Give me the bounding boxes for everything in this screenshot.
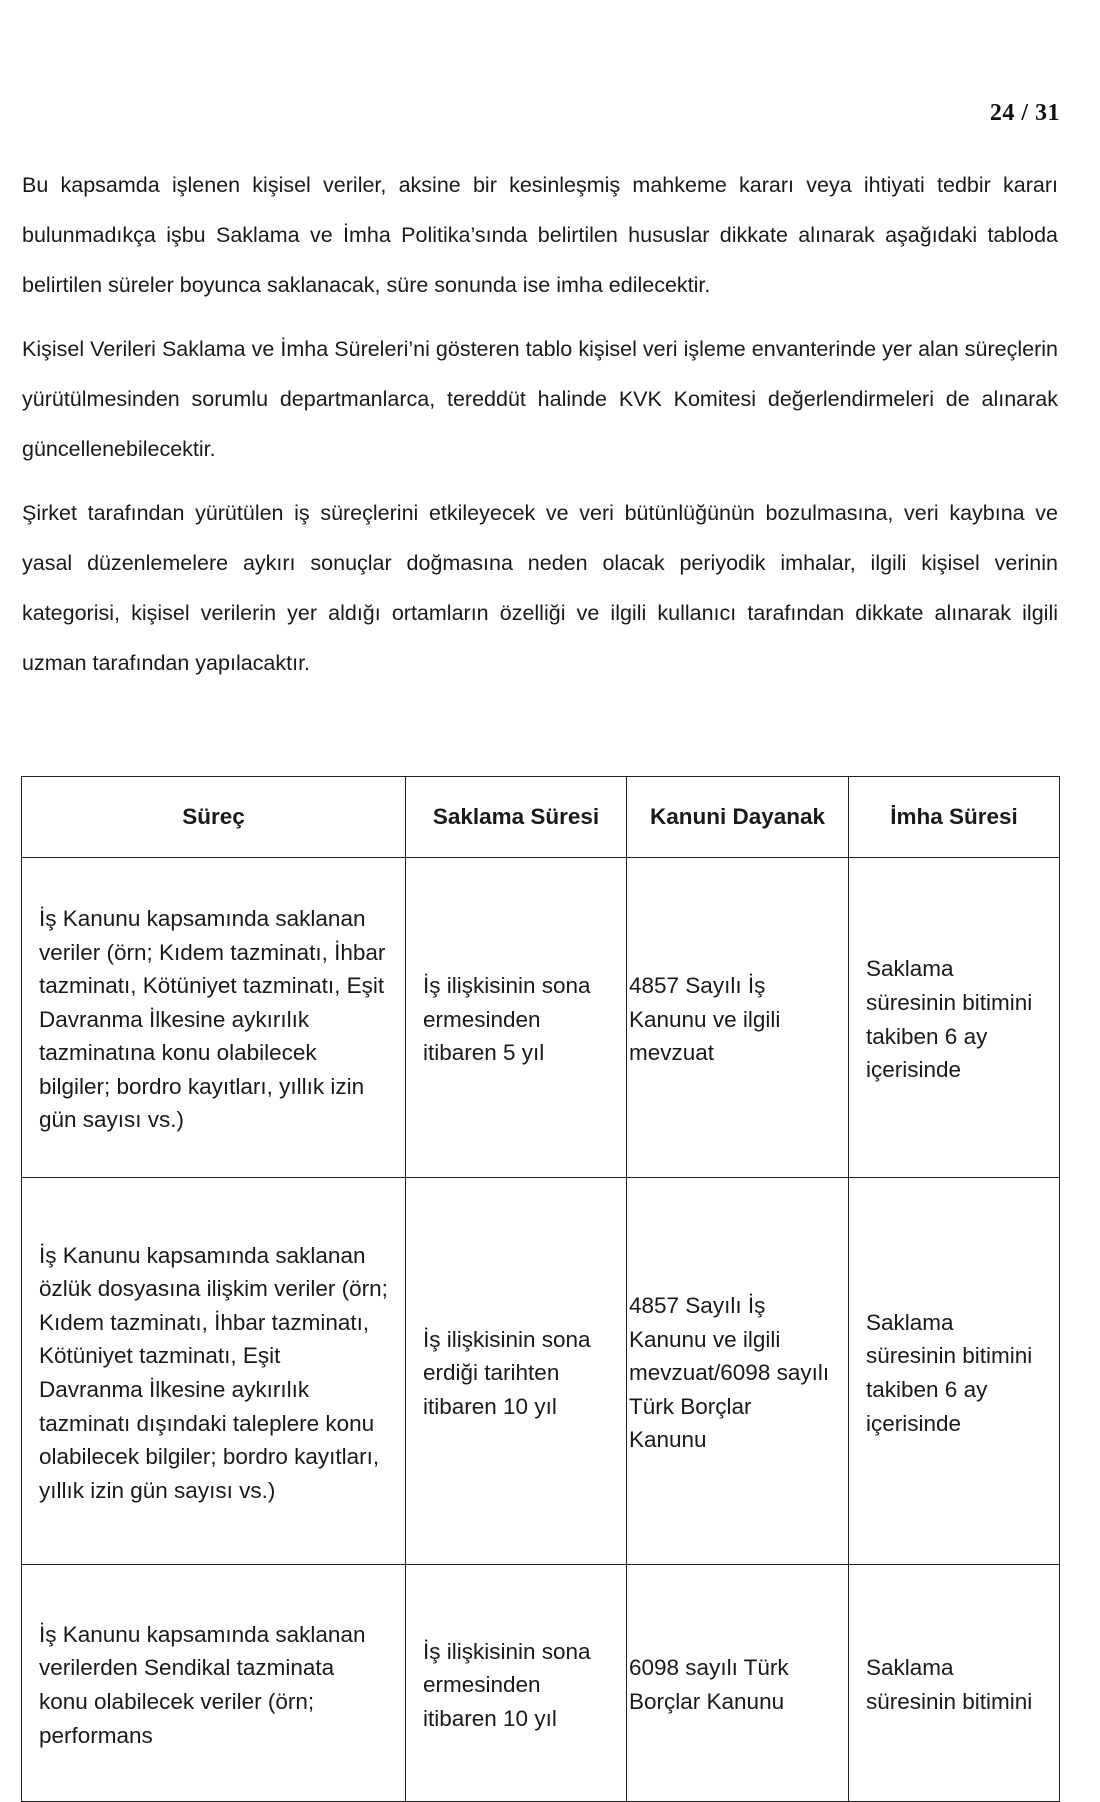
cell-retention-period: İş ilişkisinin sona erdiği tarihten itibaren 10 yıl bbox=[406, 1178, 627, 1565]
header-retention-period: Saklama Süresi bbox=[406, 777, 627, 858]
cell-retention-period: İş ilişkisinin sona ermesinden itibaren 10 yıl bbox=[406, 1565, 627, 1802]
cell-process: İş Kanunu kapsamında saklanan verilerden Sendikal tazminata konu olabilecek veriler (örn; performans bbox=[22, 1565, 406, 1802]
header-process: Süreç bbox=[22, 777, 406, 858]
cell-legal-basis: 4857 Sayılı İş Kanunu ve ilgili mevzuat bbox=[627, 858, 849, 1178]
table-row bbox=[22, 858, 1060, 1178]
table-row bbox=[22, 1178, 1060, 1565]
table-header-row bbox=[22, 777, 1060, 858]
body-text bbox=[22, 160, 1058, 702]
paragraph-court-order: Bu kapsamda işlenen kişisel veriler, aksine bir kesinleşmiş mahkeme kararı veya ihtiyati tedbir kararı bulunmadıkça işbu Saklama ve İmha Politika’sında belirtilen hususlar dikkate alınarak aşağıdaki tabloda belirtilen süreler boyunca saklanacak, süre sonunda ise imha edilecektir. bbox=[22, 173, 1058, 297]
header-legal-basis: Kanuni Dayanak bbox=[627, 777, 849, 858]
page-number: 24 / 31 bbox=[989, 100, 1060, 126]
cell-disposal-period: Saklama süresinin bitimini bbox=[849, 1565, 1060, 1802]
retention-periods-table bbox=[21, 776, 1060, 1802]
paragraph-periodic-disposal: Şirket tarafından yürütülen iş süreçlerini etkileyecek ve veri bütünlüğünün bozulmasına, veri kaybına ve yasal düzenlemelere aykırı sonuçlar doğmasına neden olacak periyodik imhalar, ilgili kişisel verinin kategorisi, kişisel verilerin yer aldığı ortamların özelliği ve ilgili kullanıcı tarafından dikkate alınarak ilgili uzman tarafından yapılacaktır. bbox=[22, 501, 1058, 675]
paragraph-table-update: Kişisel Verileri Saklama ve İmha Süreleri’ni gösteren tablo kişisel veri işleme envanterinde yer alan süreçlerin yürütülmesinden sorumlu departmanlarca, tereddüt halinde KVK Komitesi değerlendirmeleri de alınarak güncellenebilecektir. bbox=[22, 337, 1058, 461]
cell-retention-period: İş ilişkisinin sona ermesinden itibaren 5 yıl bbox=[406, 858, 627, 1178]
cell-legal-basis: 4857 Sayılı İş Kanunu ve ilgili mevzuat/6098 sayılı Türk Borçlar Kanunu bbox=[627, 1178, 849, 1565]
header-disposal-period: İmha Süresi bbox=[849, 777, 1060, 858]
table-row bbox=[22, 1565, 1060, 1802]
cell-legal-basis: 6098 sayılı Türk Borçlar Kanunu bbox=[627, 1565, 849, 1802]
cell-process: İş Kanunu kapsamında saklanan özlük dosyasına ilişkim veriler (örn; Kıdem tazminatı, İhbar tazminatı, Kötüniyet tazminatı, Eşit Davranma İlkesine aykırılık tazminatı dışındaki taleplere konu olabilecek bilgiler; bordro kayıtları, yıllık izin gün sayısı vs.) bbox=[22, 1178, 406, 1565]
cell-disposal-period: Saklama süresinin bitimini takiben 6 ay içerisinde bbox=[849, 1178, 1060, 1565]
cell-disposal-period: Saklama süresinin bitimini takiben 6 ay içerisinde bbox=[849, 858, 1060, 1178]
cell-process: İş Kanunu kapsamında saklanan veriler (örn; Kıdem tazminatı, İhbar tazminatı, Kötüniyet tazminatı, Eşit Davranma İlkesine aykırılık tazminatına konu olabilecek bilgiler; bordro kayıtları, yıllık izin gün sayısı vs.) bbox=[22, 858, 406, 1178]
